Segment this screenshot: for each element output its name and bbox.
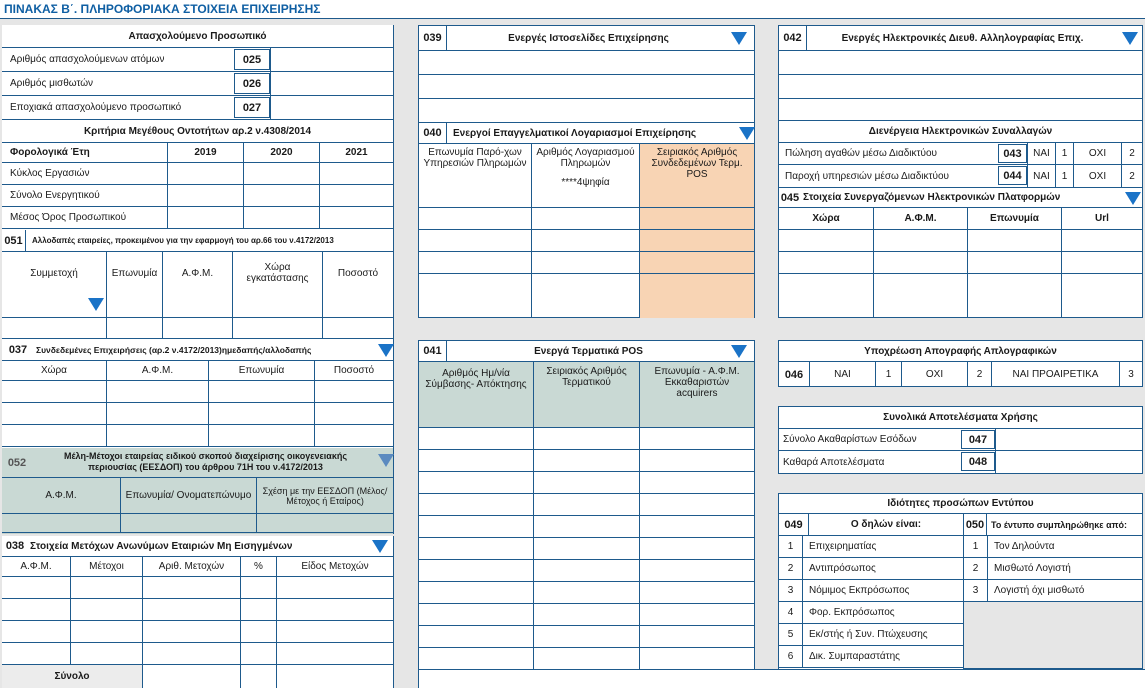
services-label: Παροχή υπηρεσιών μέσω Διαδικτύου: [785, 170, 949, 182]
s051-col-percent: Ποσοστό: [322, 252, 393, 317]
inv-no-label: ΟΧΙ: [901, 362, 967, 387]
declarant-option-number[interactable]: 1: [779, 536, 803, 557]
s051-percent-input[interactable]: [322, 318, 393, 338]
assets-2021[interactable]: [319, 185, 393, 206]
s045-col-afm: Α.Φ.Μ.: [873, 208, 967, 229]
section-037: [2, 340, 394, 448]
declarant-option-number[interactable]: 2: [779, 558, 803, 579]
code-027: 027: [234, 97, 270, 118]
code-038: 038: [5, 540, 25, 552]
net-results-label: Καθαρά Αποτελέσματα: [783, 457, 885, 468]
code-050: 050: [963, 514, 987, 535]
seasonal-label: Εποχιακά απασχολούμενο προσωπικό: [10, 102, 182, 113]
turnover-label: Κύκλος Εργασιών: [10, 168, 90, 179]
s038-col-percent: %: [240, 557, 276, 576]
s045-col-country: Χώρα: [812, 213, 840, 224]
filler-option-number[interactable]: 1: [964, 536, 988, 557]
year-2020: 2020: [243, 143, 319, 162]
declarant-option-1[interactable]: [779, 536, 963, 558]
inventory-header: Υποχρέωση Απογραφής Απλογραφικών: [779, 341, 1142, 362]
email-row-2[interactable]: [779, 75, 1142, 99]
employees-count-input[interactable]: [270, 48, 393, 71]
goods-no-checkbox[interactable]: 2: [1121, 143, 1142, 164]
form-title: ΠΙΝΑΚΑΣ Β΄. ΠΛΗΡΟΦΟΡΙΑΚΑ ΣΤΟΙΧΕΙΑ ΕΠΙΧΕΙΡΗΣΗΣ: [0, 0, 1145, 19]
inv-yes-label: ΝΑΙ: [809, 362, 875, 387]
salaried-count-input[interactable]: [270, 72, 393, 95]
s051-col-country: Χώρα εγκατάστασης: [232, 252, 322, 317]
s038-col-shareholders: Μέτοχοι: [70, 557, 142, 576]
s052-header-1: Μέλη-Μέτοχοι εταιρείας ειδικού σκοπού διαχείρισης οικογενειακής: [63, 451, 348, 461]
s038-col-afm: Α.Φ.Μ.: [20, 561, 52, 572]
employees-header: Απασχολούμενο Προσωπικό: [2, 25, 393, 48]
s052-dropdown-icon[interactable]: [378, 454, 394, 467]
assets-2020[interactable]: [243, 185, 319, 206]
inv-no-checkbox[interactable]: 2: [967, 362, 991, 387]
persons-header: Ιδιότητες προσώπων Εντύπου: [779, 494, 1142, 514]
goods-no-label: ΟΧΙ: [1073, 143, 1121, 164]
net-results-input[interactable]: [995, 451, 1142, 474]
h049-label: Ο δηλών είναι:: [850, 519, 922, 530]
s052-col-relation: Σχέση με την ΕΕΣΔΟΠ (Μέλος/Μέτοχος ή Εταίρος): [256, 478, 393, 513]
services-no-checkbox[interactable]: 2: [1121, 165, 1142, 187]
code-047: 047: [961, 430, 995, 449]
s037-col-afm: Α.Φ.Μ.: [106, 361, 208, 380]
s042-dropdown-icon[interactable]: [1122, 32, 1138, 45]
s041-col-acquirer: Επωνυμία - Α.Φ.Μ. Εκκαθαριστών acquirers: [639, 362, 754, 427]
code-037: 037: [8, 344, 28, 356]
s037-col-country: Χώρα: [41, 365, 67, 376]
section-052: [2, 448, 394, 534]
declarant-option-label: Φορ. Εκπρόσωπος: [809, 607, 895, 618]
inventory-section: [778, 340, 1143, 387]
filler-option-3[interactable]: [964, 580, 1142, 602]
goods-yes-checkbox[interactable]: 1: [1055, 143, 1073, 164]
s042-header: Ενεργές Ηλεκτρονικές Διευθ. Αλληλογραφίας Επιχ.: [841, 32, 1084, 44]
code-045: 045: [780, 191, 800, 204]
s037-dropdown-icon[interactable]: [378, 344, 394, 357]
code-052: 052: [7, 456, 27, 469]
s040-header: Ενεργοί Επαγγελματικοί Λογαριασμοί Επιχείρησης: [453, 127, 697, 139]
s052-col-name: Επωνυμία/ Ονοματεπώνυμο: [120, 478, 256, 513]
s038-header: Στοιχεία Μετόχων Ανωνύμων Εταιριών Μη Εισηγμένων: [30, 540, 293, 552]
persons-section: [778, 493, 1143, 669]
employees-section: [2, 25, 394, 122]
services-no-label: ΟΧΙ: [1073, 165, 1121, 187]
section-038: [2, 536, 394, 688]
participation-label: Συμμετοχή: [30, 268, 78, 279]
s038-total-label: Σύνολο: [2, 665, 142, 688]
employees-label: Αριθμός απασχολούμενων ατόμων: [10, 54, 165, 65]
s040-dropdown-icon[interactable]: [739, 127, 755, 140]
s045-dropdown-icon[interactable]: [1125, 192, 1141, 205]
gross-income-label: Σύνολο Ακαθαρίστων Εσόδων: [783, 434, 917, 445]
avg-staff-2020[interactable]: [243, 207, 319, 228]
filler-option-1[interactable]: [964, 536, 1142, 558]
participation-dropdown-icon[interactable]: [88, 298, 104, 311]
s051-afm-input[interactable]: [162, 318, 232, 338]
filler-option-label: Τον Δηλούντα: [994, 541, 1055, 552]
sale-goods-label: Πώληση αγαθών μέσω Διαδικτύου: [785, 148, 937, 159]
s038-col-type: Είδος Μετοχών: [276, 557, 393, 576]
avg-staff-2021[interactable]: [319, 207, 393, 228]
size-header: Κριτήρια Μεγέθους Οντοτήτων αρ.2 ν.4308/2014: [2, 120, 393, 143]
results-header: Συνολικά Αποτελέσματα Χρήσης: [779, 407, 1142, 429]
turnover-2021[interactable]: [319, 163, 393, 184]
s045-col-url: Url: [1061, 208, 1142, 229]
code-046: 046: [784, 368, 804, 381]
salaried-label: Αριθμός μισθωτών: [10, 78, 94, 89]
declarant-option-label: Δικ. Συμπαραστάτης: [809, 651, 900, 662]
services-yes-label: ΝΑΙ: [1027, 165, 1055, 187]
s051-col-afm: Α.Φ.Μ.: [162, 252, 232, 317]
s051-col-name: Επωνυμία: [106, 252, 162, 317]
s051-name-input[interactable]: [106, 318, 162, 338]
section-041: [418, 340, 755, 688]
code-044: 044: [998, 166, 1027, 185]
code-048: 048: [961, 452, 995, 471]
inv-optional-label: ΝΑΙ ΠΡΟΑΙΡΕΤΙΚΑ: [991, 362, 1119, 387]
s051-country-input[interactable]: [232, 318, 322, 338]
code-039: 039: [419, 26, 447, 50]
s037-col-percent: Ποσοστό: [314, 361, 393, 380]
s052-header-2: περιουσίας (ΕΕΣΔΟΠ) του άρθρου 71Η του ν.4172/2013: [88, 462, 323, 472]
turnover-2019[interactable]: [167, 163, 243, 184]
declarant-option-label: Νόμιμος Εκπρόσωπος: [809, 585, 910, 596]
code-043: 043: [998, 144, 1027, 163]
s038-total-shares[interactable]: [142, 665, 240, 688]
declarant-option-label: Αντιπρόσωπος: [809, 563, 876, 574]
section-039: [418, 25, 755, 123]
goods-yes-label: ΝΑΙ: [1027, 143, 1055, 164]
website-row-2[interactable]: [419, 75, 754, 99]
email-row-1[interactable]: [779, 51, 1142, 75]
s041-dropdown-icon[interactable]: [731, 345, 747, 358]
declarant-option-2[interactable]: [779, 558, 963, 580]
s045-header: Στοιχεία Συνεργαζόμενων Ηλεκτρονικών Πλατφορμών: [803, 192, 1061, 203]
s045-col-name: Επωνυμία: [967, 208, 1061, 229]
declarant-option-6[interactable]: [779, 646, 963, 668]
code-041: 041: [419, 341, 447, 361]
code-040: 040: [419, 123, 447, 143]
code-049: 049: [779, 514, 809, 535]
inv-optional-checkbox[interactable]: 3: [1119, 362, 1142, 387]
s039-header: Ενεργές Ιστοσελίδες Επιχείρησης: [508, 32, 669, 44]
filler-option-2[interactable]: [964, 558, 1142, 580]
h050-label: Το έντυπο συμπληρώθηκε από:: [991, 519, 1127, 530]
filler-option-number[interactable]: 2: [964, 558, 988, 579]
fiscal-years-label: Φορολογικά Έτη: [10, 147, 90, 158]
declarant-option-number[interactable]: 5: [779, 624, 803, 645]
section-042: [778, 25, 1143, 123]
turnover-2020[interactable]: [243, 163, 319, 184]
size-criteria-section: [2, 120, 394, 230]
s051-header: Αλλοδαπές εταιρείες, προκειμένου για την εφαρμογή του αρ.66 του ν.4172/2013: [32, 236, 334, 245]
s041-header: Ενεργά Τερματικά POS: [534, 345, 643, 357]
declarant-option-label: Επιχειρηματίας: [809, 541, 877, 552]
year-2021: 2021: [319, 143, 393, 162]
s040-note: ****4ψηφία: [561, 177, 610, 188]
inv-yes-checkbox[interactable]: 1: [875, 362, 901, 387]
s041-col-serial: Σειριακός Αριθμός Τερματικού: [533, 362, 639, 427]
s052-col-afm: Α.Φ.Μ.: [45, 490, 77, 501]
declarant-option-4[interactable]: [779, 602, 963, 624]
declarant-option-number[interactable]: 3: [779, 580, 803, 601]
assets-label: Σύνολο Ενεργητικού: [10, 190, 100, 201]
code-042: 042: [779, 26, 807, 50]
declarant-option-label: Εκ/στής ή Συν. Πτώχευσης: [809, 629, 928, 640]
s038-dropdown-icon[interactable]: [372, 540, 388, 553]
s038-col-shares: Αριθ. Μετοχών: [142, 557, 240, 576]
s039-dropdown-icon[interactable]: [731, 32, 747, 45]
seasonal-count-input[interactable]: [270, 96, 393, 119]
code-025: 025: [234, 49, 270, 70]
declarant-option-3[interactable]: [779, 580, 963, 602]
s038-total-percent[interactable]: [240, 665, 276, 688]
avg-staff-label: Μέσος Όρος Προσωπικού: [10, 212, 127, 223]
website-row-3[interactable]: [419, 99, 754, 123]
results-section: [778, 406, 1143, 474]
declarant-option-5[interactable]: [779, 624, 963, 646]
declarant-option-number[interactable]: 6: [779, 646, 803, 667]
website-row-1[interactable]: [419, 51, 754, 75]
section-045: [778, 187, 1143, 318]
section-040: [418, 122, 755, 318]
services-yes-checkbox[interactable]: 1: [1055, 165, 1073, 187]
filler-option-label: Μισθωτό Λογιστή: [994, 563, 1071, 574]
s037-col-name: Επωνυμία: [208, 361, 314, 380]
gross-income-input[interactable]: [995, 429, 1142, 450]
year-2019: 2019: [167, 143, 243, 162]
section-051: [2, 230, 394, 340]
s040-col-provider: Επωνυμία Παρό-χων Υπηρεσιών Πληρωμών: [423, 147, 527, 169]
code-051: 051: [2, 230, 26, 251]
filler-option-number[interactable]: 3: [964, 580, 988, 601]
ecom-section: [778, 120, 1143, 188]
code-026: 026: [234, 73, 270, 94]
s037-header: Συνδεδεμένες Επιχειρήσεις (αρ.2 ν.4172/2013)ημεδαπής/αλλοδαπής: [36, 345, 312, 355]
declarant-option-number[interactable]: 4: [779, 602, 803, 623]
assets-2019[interactable]: [167, 185, 243, 206]
filler-option-label: Λογιστή όχι μισθωτό: [994, 585, 1085, 596]
avg-staff-2019[interactable]: [167, 207, 243, 228]
s041-col-date: Αριθμός Ημ/νία Σύμβασης- Απόκτησης: [425, 368, 527, 390]
s040-col-account: Αριθμός Λογαριασμού Πληρωμών: [536, 147, 635, 169]
s040-col-serial: Σειριακός Αριθμός Συνδεδεμένων Τερμ. POS: [639, 144, 754, 207]
ecom-header: Διενέργεια Ηλεκτρονικών Συναλλαγών: [779, 121, 1142, 143]
